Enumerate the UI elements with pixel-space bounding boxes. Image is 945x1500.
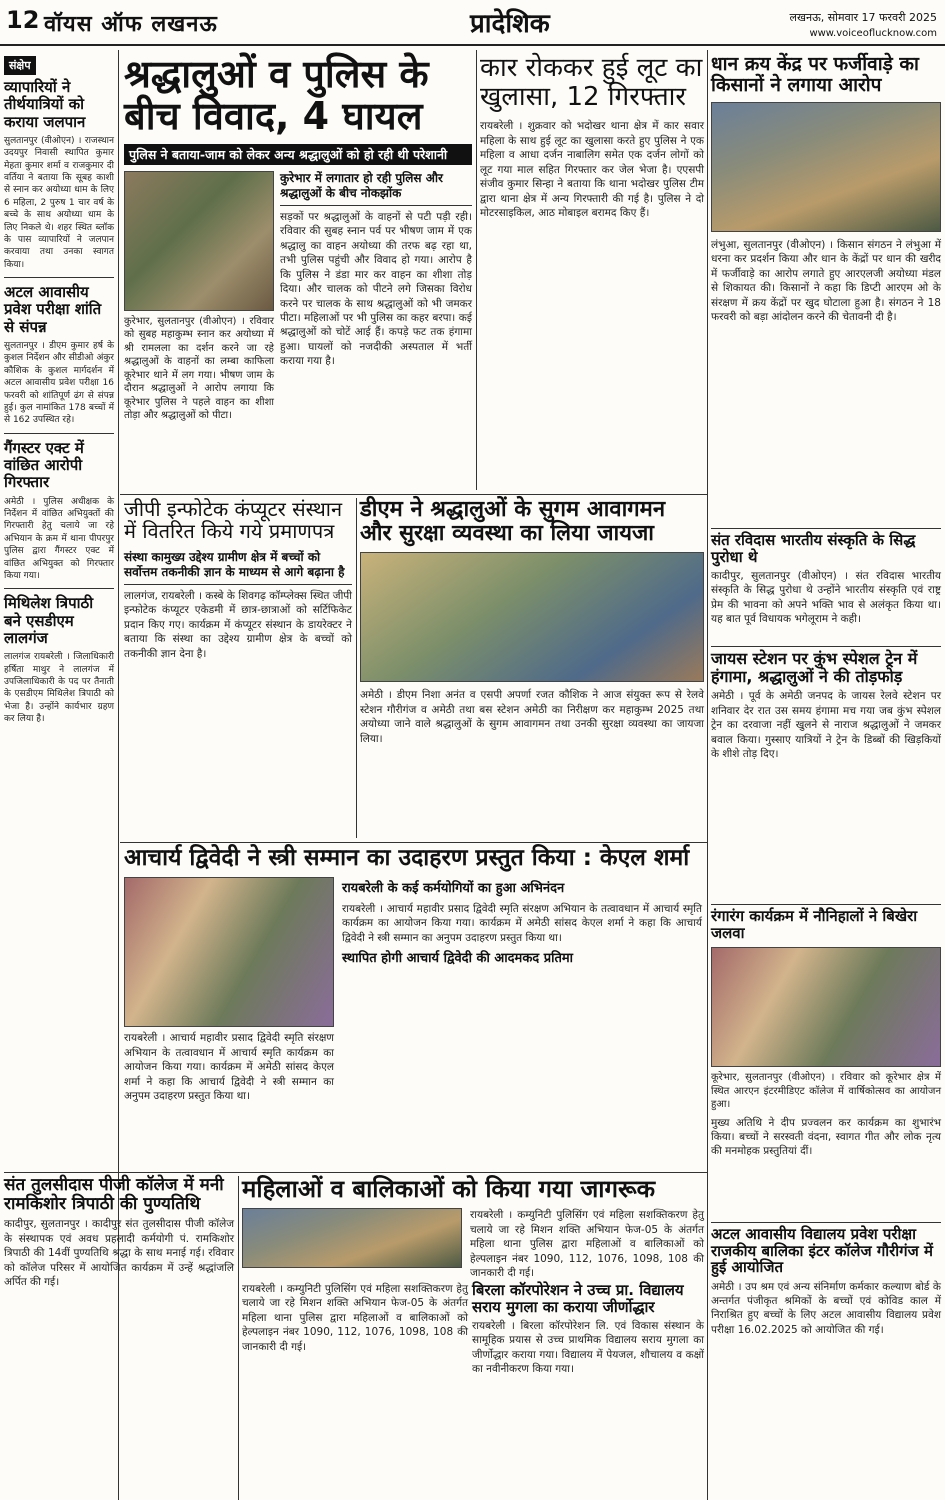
- briefs-column: [4, 54, 114, 1174]
- story3-photo: [711, 102, 941, 232]
- story10-headline: संत तुलसीदास पीजी कॉलेज में मनी रामकिशोर त्रिपाठी की पुण्यतिथि: [4, 1175, 224, 1214]
- story11-body-2: रायबरेली । कम्युनिटी पुलिसिंग एवं महिला सशक्तिकरण हेतु चलाये जा रहे मिशन शक्ति अभियान फेज-05 के अंतर्गत महिला थाना पुलिस द्वारा महिलाओं व बालिकाओं को हेल्पलाइन नंबर 1090, 112, 1076, 1098, 108 की जानकारी दी गई।: [242, 1283, 468, 1353]
- brief-label: संक्षेप: [4, 56, 36, 75]
- story1-caption: कुरेभार, सुलतानपुर (वीओएन) । रविवार को सुबह महाकुम्भ स्नान कर अयोध्या में श्री रामलला का दर्शन करने जा रहे श्रद्धालुओं के वाहनों का लम्बा काफिला कूरेभार थाने में लग गया। भीषण जाम के दौरान श्रद्धालुओं ने आरोप लगाया कि कूरेभार पुलिस ने पहले वाहन का शीशा तोड़ा और श्रद्धालुओं को पीटा।: [124, 315, 274, 422]
- story-tulsidas: [4, 1176, 234, 1498]
- story8-body: अमेठी । डीएम निशा अनंत व एसपी अपर्णा रजत कौशिक ने आज संयुक्त रूप से रेलवे स्टेशन गौरीगंज व अमेठी तथा बस स्टेशन अमेठी का निरीक्षण कर महाकुम्भ 2025 तथा अयोध्या जाने वाले श्रद्धालुओं के सुगम आवागमन तथा उनकी सुरक्षा व्यवस्था का जायजा लिया।: [360, 689, 704, 745]
- story1-photo: [124, 171, 274, 311]
- story6-headline: रंगारंग कार्यक्रम में नौनिहालों ने बिखेरा जलवा: [711, 907, 918, 942]
- story9-sub2: स्थापित होगी आचार्य द्विवेदी की आदमकद प्रतिमा: [342, 951, 574, 966]
- date-line: लखनऊ, सोमवार 17 फरवरी 2025: [789, 11, 937, 24]
- brief1-body: सुलतानपुर (वीओएन) । राजस्थान उदयपुर निवासी स्थापित कुमार मेहता कुमार शर्मा व राजकुमार दी वर्तिया ने बताया कि सूबह काशी से स्नान कर अयोध्या धाम के लिए 6 महिला, 2 पुरुष 1 चार वर्ष के बच्चे के साथ अयोध्या धाम के लिए निकले थे। शहर स्थित ब्लॉक के पास व्यापारियों ने जलपान करवाया तथा उनका स्वागत किया।: [4, 135, 114, 270]
- story1-subhead: पुलिस ने बताया-जाम को लेकर अन्य श्रद्धालुओं को हो रही थी परेशानी: [124, 144, 472, 165]
- story3-body: लंभुआ, सुलतानपुर (वीओएन) । किसान संगठन ने लंभुआ में धरना कर प्रदर्शन किया और धान के केंद्रों पर धान की खरीद में फर्जीवाड़े का आरोप लगाते हुए आरएलजी अयोध्या मंडल से शिकायत की। किसानों ने कहा कि डिप्टी आरएम ओ के संरक्षण में क्रय केंद्रों पर खुद घोटाला हुआ है। संगठन ने 18 फरवरी को बड़ा आंदोलन करने की चेतावनी दी है।: [711, 238, 941, 324]
- story9-photo: [124, 877, 334, 1027]
- section-title: प्रादेशिक: [470, 9, 550, 39]
- brief1-title: व्यापारियों ने तीर्थयात्रियों को कराया जलपान: [4, 78, 86, 131]
- story2-body: रायबरेली । शुक्रवार को भदोखर थाना क्षेत्र में कार सवार महिला के साथ हुई लूट का खुलासा करते हुए पुलिस ने एक महिला व आधा दर्जन नाबालिग समेत एक दर्जन लोगों को लूट गया माल सहित गिरफ्तार कर जेल भेजा है। एएसपी संजीव कुमार सिन्हा ने बताया कि थाना भदोखर पुलिस टीम द्वारा थाना क्षेत्र में अन्य गिरफ्तारी की गई है। पुलिस ने दो मोटरसाइकिल, आठ मोबाइल बरामद किए हैं।: [480, 120, 704, 220]
- story-police-dispute: [124, 54, 472, 494]
- story-atal-exam: [711, 1226, 941, 1498]
- story11-body: रायबरेली । कम्युनिटी पुलिसिंग एवं महिला सशक्तिकरण हेतु चलाये जा रहे मिशन शक्ति अभियान फेज-05 के अंतर्गत महिला थाना पुलिस द्वारा महिलाओं व बालिकाओं को हेल्पलाइन नंबर 1090, 112, 1076, 1098, 108 की जानकारी दी गई।: [470, 1209, 704, 1280]
- story-car-robbery: [480, 54, 704, 490]
- story7-body: लालगंज, रायबरेली । कस्बे के शिवगढ़ कॉम्प्लेक्स स्थित जीपी इन्फोटेक कंप्यूटर एकेडमी में छात्र-छात्राओं को सर्टिफिकेट प्रदान किए गए। कार्यक्रम में कंप्यूटर संस्थान के डायरेक्टर ने बताया कि संस्था का उद्देश्य ग्रामीण क्षेत्र के बच्चों को तकनीकी ज्ञान देना है।: [124, 590, 352, 660]
- story-gp-infotech: [124, 498, 352, 838]
- brief2-title: अटल आवासीय प्रवेश परीक्षा शांति से संपन्न: [4, 283, 102, 336]
- story-dm-inspection: [360, 498, 704, 838]
- brief4-title: मिथिलेश त्रिपाठी बने एसडीएम लालगंज: [4, 594, 94, 647]
- page-number: 12: [6, 6, 40, 34]
- story5-headline: जायस स्टेशन पर कुंभ स्पेशल ट्रेन में हंगामा, श्रद्धालुओं ने की तोड़फोड़: [711, 649, 918, 686]
- story12-body: रायबरेली । बिरला कॉरपोरेशन लि. एवं विकास संस्थान के सामूहिक प्रयास से उच्च प्राथमिक विद्यालय सराय मुगला का जीर्णोद्धार कराया गया। विद्यालय में पेयजल, शौचालय व कक्षों का नवीनीकरण किया गया।: [472, 1320, 704, 1376]
- story9-headline: आचार्य द्विवेदी ने स्त्री सम्मान का उदाहरण प्रस्तुत किया : केएल शर्मा: [124, 845, 690, 871]
- story1-pullquote: कुरेभार में लगातार हो रही पुलिस और श्रद्धालुओं के बीच नोकझोंक: [280, 171, 472, 206]
- story4-headline: संत रविदास भारतीय संस्कृति के सिद्ध पुरोधा थे: [711, 531, 916, 566]
- story-paddy-fraud: [711, 54, 941, 524]
- story9-body-2: रायबरेली । आचार्य महावीर प्रसाद द्विवेदी स्मृति संरक्षण अभियान के तत्वावधान में आचार्य स्मृति कार्यक्रम का आयोजन किया गया। कार्यक्रम में अमेठी सांसद केएल शर्मा ने कहा कि आचार्य द्विवेदी ने स्त्री सम्मान का अनुपम उदाहरण प्रस्तुत किया था।: [342, 902, 702, 944]
- story-birla: [472, 1282, 704, 1498]
- brief3-body: अमेठी । पुलिस अधीक्षक के निर्देशन में वांछित अभियुक्तों की गिरफ्तारी हेतु चलाये जा रहे अभियान के क्रम में थाना पीपरपुर पुलिस द्वारा गैंगस्टर एक्ट में वांछित अभियुक्त को गिरफ्तार किया गया।: [4, 496, 114, 581]
- paper-name: वॉयस ऑफ लखनऊ: [44, 11, 218, 37]
- story8-headline: डीएम ने श्रद्धालुओं के सुगम आवागमन और सुरक्षा व्यवस्था का लिया जायजा: [360, 497, 666, 547]
- masthead: [0, 0, 945, 46]
- story11-photo: [242, 1208, 462, 1268]
- story12-headline: बिरला कॉरपोरेशन ने उच्च प्रा. विद्यालय सराय मुगला का कराया जीर्णोद्धार: [472, 1281, 684, 1316]
- story-jais-station: [711, 650, 941, 900]
- story8-photo: [360, 552, 704, 682]
- story13-headline: अटल आवासीय विद्यालय प्रवेश परीक्षा राजकीय बालिका इंटर कॉलेज गौरीगंज में हुई आयोजित: [711, 1225, 933, 1276]
- story9-body: रायबरेली । आचार्य महावीर प्रसाद द्विवेदी स्मृति संरक्षण अभियान के तत्वावधान में आचार्य स्मृति कार्यक्रम का आयोजन किया गया। कार्यक्रम में अमेठी सांसद केएल शर्मा ने कहा कि आचार्य द्विवेदी ने स्त्री सम्मान का अनुपम उदाहरण प्रस्तुत किया था।: [124, 1032, 334, 1103]
- story-cultural-program: [711, 908, 941, 1218]
- story7-headline: जीपी इन्फोटेक कंप्यूटर संस्थान में वितरित किये गये प्रमाणपत्र: [124, 497, 343, 543]
- story-dwivedi: [124, 846, 704, 1166]
- story11-headline: महिलाओं व बालिकाओं को किया गया जागरूक: [242, 1175, 656, 1203]
- website: www.voiceoflucknow.com: [809, 28, 937, 39]
- story-ravidas: [711, 532, 941, 642]
- story11-continued: [242, 1282, 468, 1498]
- story13-body: अमेठी । उप श्रम एवं अन्य संनिर्माण कर्मकार कल्याण बोर्ड के अन्तर्गत पंजीकृत श्रमिकों के बच्चों एवं कोविड काल में निराश्रित हुए बच्चों के लिए अटल आवासीय विद्यालय प्रवेश परीक्षा 16.02.2025 को आयोजित की गई।: [711, 1280, 941, 1336]
- story5-body: अमेठी । पूर्व के अमेठी जनपद के जायस रेलवे स्टेशन पर शनिवार देर रात उस समय हंगामा मच गया जब कुंभ स्पेशल ट्रेन का दरवाजा नहीं खुलने से नाराज श्रद्धालुओं ने जमकर बवाल किया। गुस्साए यात्रियों ने ट्रेन के डिब्बों की खिड़कियों के शीशे तोड़ दिए।: [711, 690, 941, 761]
- story-women-awareness: [242, 1175, 704, 1280]
- brief3-title: गैंगस्टर एक्ट में वांछित आरोपी गिरफ्तार: [4, 438, 84, 492]
- brief4-body: लालगंज रायबरेली । जिलाधिकारी हर्षिता माथुर ने लालगंज में उपजिलाधिकारी के पद पर तैनाती के एसडीएम मिथिलेश त्रिपाठी को भेजा है। उन्होंने कार्यभार ग्रहण कर लिया है।: [4, 652, 114, 725]
- brief2-body: सुलतानपुर । डीएम कुमार हर्ष के कुशल निर्देशन और सीडीओ अंकुर कौशिक के कुशल मार्गदर्शन में अटल आवासीय प्रवेश परीक्षा 16 फरवरी को शांतिपूर्ण ढंग से संपन्न हुई। कुल नामांकित 178 बच्चों में से 162 उपस्थित रहे।: [4, 340, 114, 426]
- story3-headline: धान क्रय केंद्र पर फर्जीवाड़े का किसानों ने लगाया आरोप: [711, 53, 919, 96]
- story1-body: सड़कों पर श्रद्धालुओं के वाहनों से पटी पड़ी रही। रविवार की सुबह स्नान पर्व पर भीषण जाम में एक श्रद्धालु का वाहन अयोध्या की तरफ बढ़ रहा था, तभी पुलिस पहुंची और विवाद हो गया। आरोप है कि पुलिस ने डंडा मार कर वाहन का शीशा तोड़ दिया। और चालक को पीटने लगे जिसका विरोध करने पर चालक के साथ श्रद्धालुओं को भी जमकर पीटा। महिलाओं पर भी पुलिस का कहर बरपा। कई श्रद्धालुओं को चोटें आई हैं। कपड़े फट तक हंगामा हुआ। घायलों को नजदीकी अस्पताल में भर्ती कराया गया है।: [280, 210, 472, 368]
- story6-photo: [711, 947, 941, 1067]
- story2-headline: कार रोककर हुई लूट का खुलासा, 12 गिरफ्तार: [480, 53, 703, 112]
- story1-headline: श्रद्धालुओं व पुलिस के बीच विवाद, 4 घायल: [124, 52, 429, 138]
- story6-body: मुख्य अतिथि ने दीप प्रज्वलन कर कार्यक्रम का शुभारंभ किया। बच्चों ने सरस्वती वंदना, स्वागत गीत और लोक नृत्य की मनमोहक प्रस्तुतियां दीं।: [711, 1116, 941, 1158]
- story7-pullquote: संस्था कामुख्य उद्देश्य ग्रामीण क्षेत्र में बच्चों को सर्वोत्तम तकनीकी ज्ञान के माध्यम से आगे बढ़ाना है: [124, 550, 352, 585]
- story4-body: कादीपुर, सुलतानपुर (वीओएन) । संत रविदास भारतीय संस्कृति के सिद्ध पुरोधा थे उन्होंने भारतीय संस्कृति एवं राष्ट्र प्रेम की भावना को अपने भक्ति भाव से अलंकृत किया था। यह बात पूर्व विधायक भगेलूराम ने कही।: [711, 570, 941, 626]
- story10-body: कादीपुर, सुलतानपुर । कादीपुर संत तुलसीदास पीजी कॉलेज के संस्थापक एवं अवध प्रहलादी कर्मयोगी पं. रामकिशोर त्रिपाठी की 14वीं पुण्यतिथि श्रद्धा के साथ मनाई गई। रविवार को कॉलेज परिसर में आयोजित कार्यक्रम में उन्हें श्रद्धांजलि अर्पित की गई।: [4, 1218, 234, 1289]
- story6-caption: कूरेभार, सुलतानपुर (वीओएन) । रविवार को कूरेभार क्षेत्र में स्थित आरएन इंटरमीडिएट कॉलेज में वार्षिकोत्सव का आयोजन हुआ।: [711, 1072, 941, 1110]
- story9-sub1: रायबरेली के कई कर्मयोगियों का हुआ अभिनंदन: [342, 881, 565, 897]
